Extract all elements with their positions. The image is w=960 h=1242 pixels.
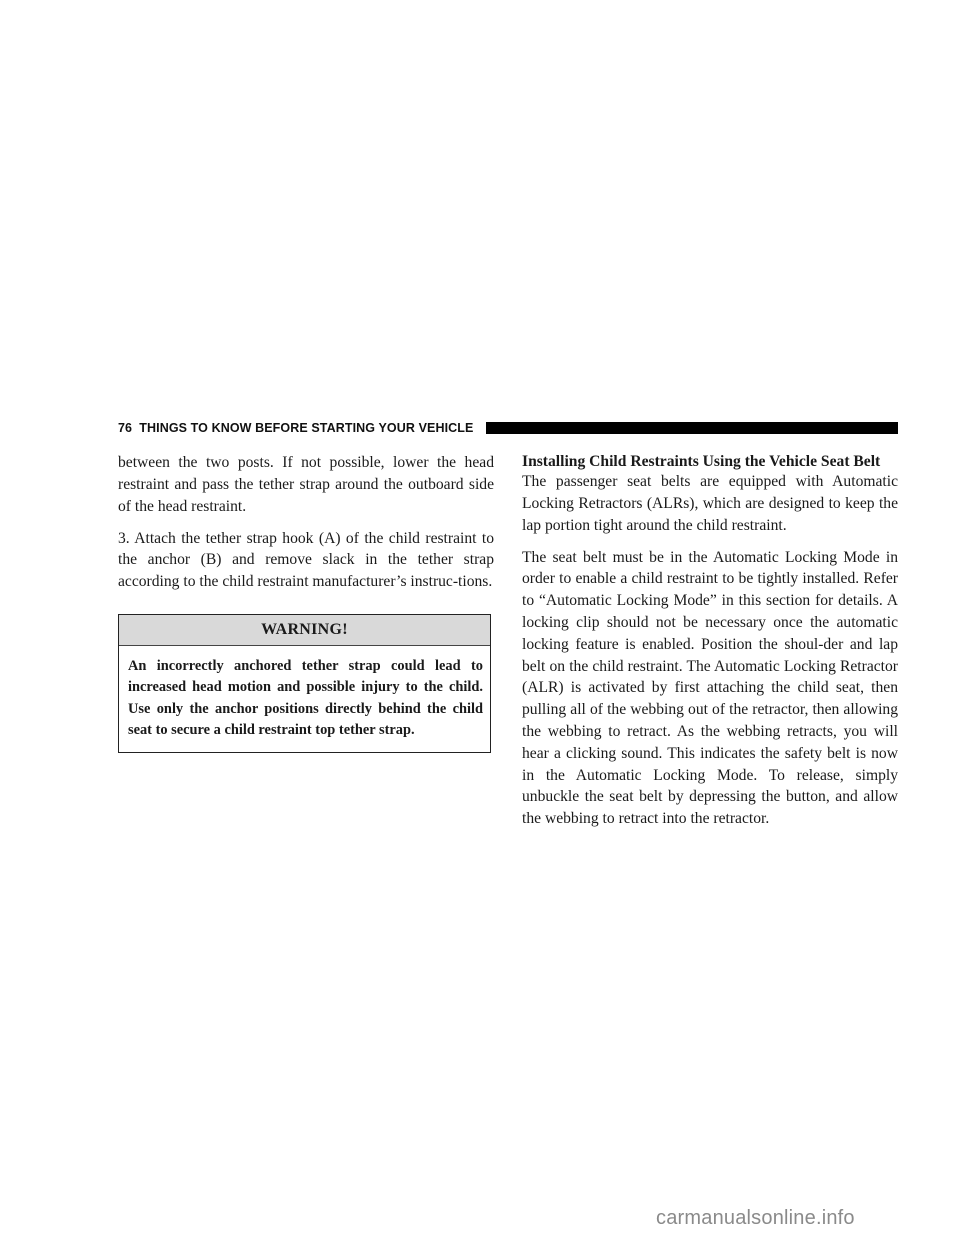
warning-body: An incorrectly anchored tether strap could lead to increased head motion and possible injury to the child. Use only the anchor positions directly behind the child seat to secure a child restraint top tether strap. (128, 657, 483, 739)
paragraph-continuation: between the two posts. If not possible, lower the head restraint and pass the tether strap around the outboard side of the head restraint. (118, 454, 494, 515)
warning-box (118, 614, 491, 753)
paragraph-step-3: 3. Attach the tether strap hook (A) of the child restraint to the anchor (B) and remove slack in the tether strap according to the child restraint manufacturer’s instruc-tions. (118, 529, 494, 591)
running-header (118, 419, 473, 437)
watermark-text: carmanualsonline.info (656, 1207, 855, 1229)
section-heading: Installing Child Restraints Using the Vehicle Seat Belt (522, 453, 881, 470)
paragraph-alr-intro: The passenger seat belts are equipped with Automatic Locking Retractors (ALRs), which are designed to keep the lap portion tight around the child restraint. (522, 473, 898, 534)
section-title: THINGS TO KNOW BEFORE STARTING YOUR VEHICLE (139, 421, 474, 435)
page-number: 76 (118, 421, 133, 435)
right-column (522, 452, 898, 840)
warning-title: WARNING! (119, 615, 490, 646)
page-header (118, 419, 898, 437)
header-rule-bar (486, 422, 898, 434)
paragraph-locking-mode: The seat belt must be in the Automatic Locking Mode in order to enable a child restraint to be tightly installed. Refer to “Automatic Locking Mode” in this section for details. A locking clip should not be necessary once the automatic locking feature is enabled. Position the shoul-der and lap belt on the child restraint. The Automatic Locking Retractor (ALR) is activated by first attaching the child seat, then pulling all of the webbing out of the retractor, then allowing the webbing to retract. As the webbing retracts, you will hear a clicking sound. This indicates the safety belt is now in the Automatic Locking Mode. To release, simply unbuckle the seat belt by depressing the button, and allow the webbing to retract into the retractor. (522, 548, 898, 828)
left-column (118, 452, 494, 753)
